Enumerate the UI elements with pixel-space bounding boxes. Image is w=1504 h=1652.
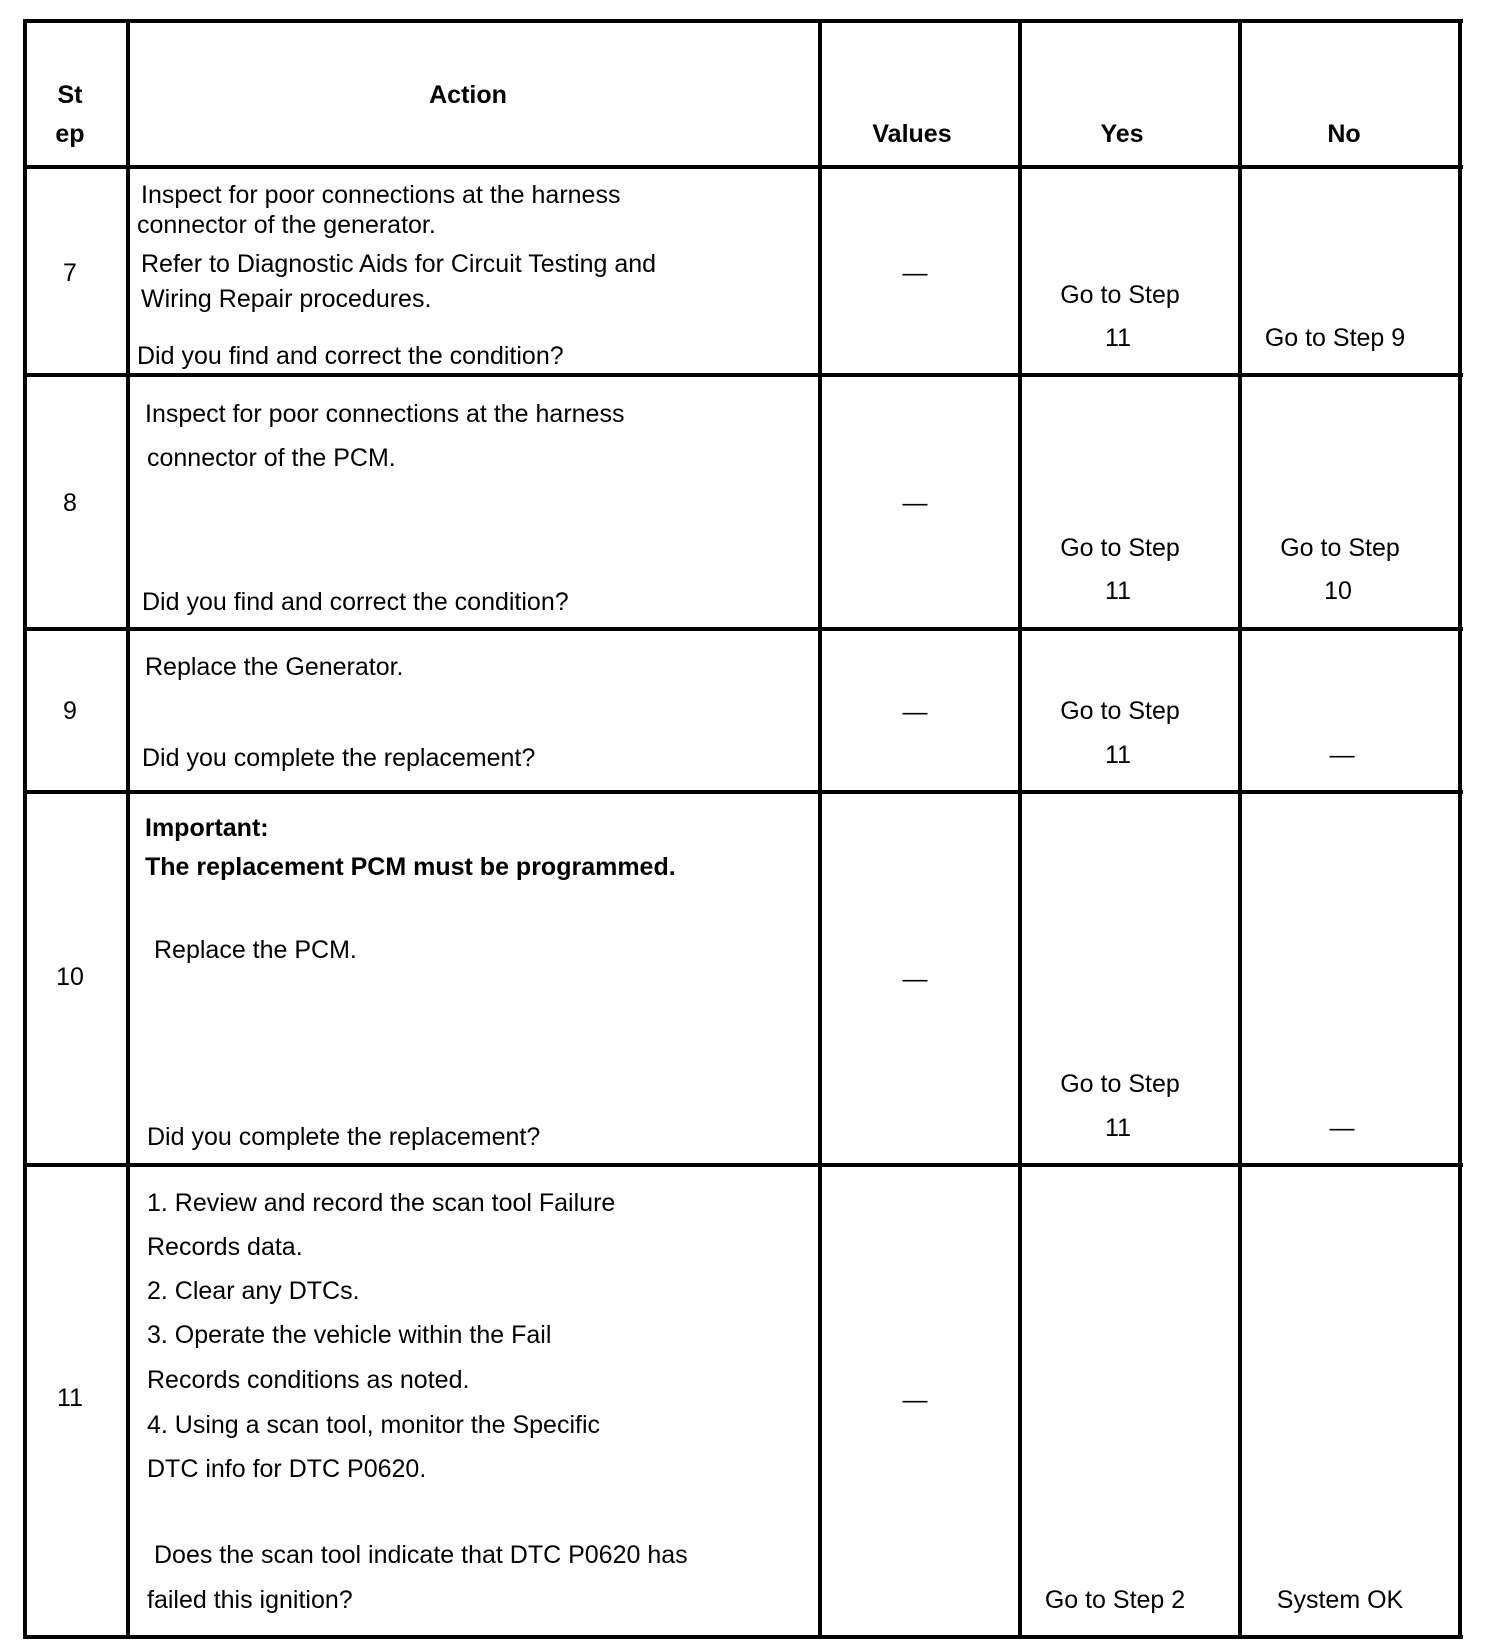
col-divider (818, 19, 822, 1639)
no-result: System OK (1276, 1586, 1404, 1614)
action-text: Records data. (147, 1233, 303, 1261)
action-question: Does the scan tool indicate that DTC P0620 has (154, 1541, 688, 1569)
yes-link[interactable]: Go to Step (1060, 1070, 1180, 1098)
no-link[interactable]: Go to Step (1280, 534, 1400, 562)
header-action: Action (429, 81, 507, 109)
action-text: Replace the Generator. (145, 653, 404, 681)
step-number: 7 (63, 259, 77, 287)
col-divider (1018, 19, 1022, 1639)
table-border-bottom (23, 1635, 1463, 1639)
header-yes: Yes (1100, 120, 1144, 148)
header-divider (23, 165, 1463, 169)
yes-link[interactable]: Go to Step (1060, 281, 1180, 309)
yes-link[interactable]: Go to Step (1060, 534, 1180, 562)
action-text: Inspect for poor connections at the harness (141, 181, 621, 209)
yes-link[interactable]: Go to Step 2 (1044, 1586, 1186, 1614)
action-question: Did you find and correct the condition? (142, 588, 569, 616)
action-text: Refer to Diagnostic Aids for Circuit Testing and (141, 250, 657, 278)
yes-link[interactable]: 11 (1105, 324, 1131, 352)
no-link[interactable]: Go to Step 9 (1264, 324, 1406, 352)
values-cell: — (902, 698, 928, 726)
row-divider (23, 1163, 1463, 1167)
action-question: Did you find and correct the condition? (137, 342, 564, 370)
header-no: No (1327, 120, 1361, 148)
action-text: connector of the PCM. (147, 444, 396, 472)
important-note: The replacement PCM must be programmed. (145, 853, 676, 881)
no-cell: — (1329, 741, 1355, 769)
action-text: 3. Operate the vehicle within the Fail (147, 1321, 552, 1349)
yes-link[interactable]: 11 (1105, 741, 1131, 769)
col-divider (126, 19, 130, 1639)
row-divider (23, 373, 1463, 377)
values-cell: — (902, 489, 928, 517)
important-label: Important: (145, 814, 269, 842)
col-divider (1238, 19, 1242, 1639)
yes-link[interactable]: Go to Step (1060, 697, 1180, 725)
row-divider (23, 627, 1463, 631)
values-cell: — (902, 1386, 928, 1414)
action-text: connector of the generator. (137, 211, 436, 239)
step-number: 10 (56, 963, 84, 991)
step-number: 8 (63, 489, 77, 517)
action-text: 4. Using a scan tool, monitor the Specific (147, 1411, 601, 1439)
step-number: 11 (57, 1384, 83, 1412)
no-cell: — (1329, 1114, 1355, 1142)
step-number: 9 (63, 697, 77, 725)
action-text: DTC info for DTC P0620. (147, 1455, 427, 1483)
action-text: Replace the PCM. (154, 936, 357, 964)
action-question: Did you complete the replacement? (147, 1123, 541, 1151)
header-step: ep (55, 120, 85, 148)
action-question: failed this ignition? (147, 1586, 353, 1614)
no-link[interactable]: 10 (1324, 577, 1352, 605)
table-border-right (1458, 19, 1462, 1639)
action-text: Inspect for poor connections at the harness (145, 400, 625, 428)
table-border-top (23, 19, 1463, 23)
action-text: Records conditions as noted. (147, 1366, 470, 1394)
yes-link[interactable]: 11 (1105, 1114, 1131, 1142)
yes-link[interactable]: 11 (1105, 577, 1131, 605)
header-step: St (57, 81, 83, 109)
table-border-left (23, 19, 27, 1639)
action-text: 2. Clear any DTCs. (147, 1277, 360, 1305)
action-text: Wiring Repair procedures. (141, 285, 432, 313)
action-question: Did you complete the replacement? (142, 744, 536, 772)
header-values: Values (872, 120, 952, 148)
row-divider (23, 790, 1463, 794)
values-cell: — (902, 965, 928, 993)
action-text: 1. Review and record the scan tool Failure (147, 1189, 616, 1217)
values-cell: — (902, 259, 928, 287)
